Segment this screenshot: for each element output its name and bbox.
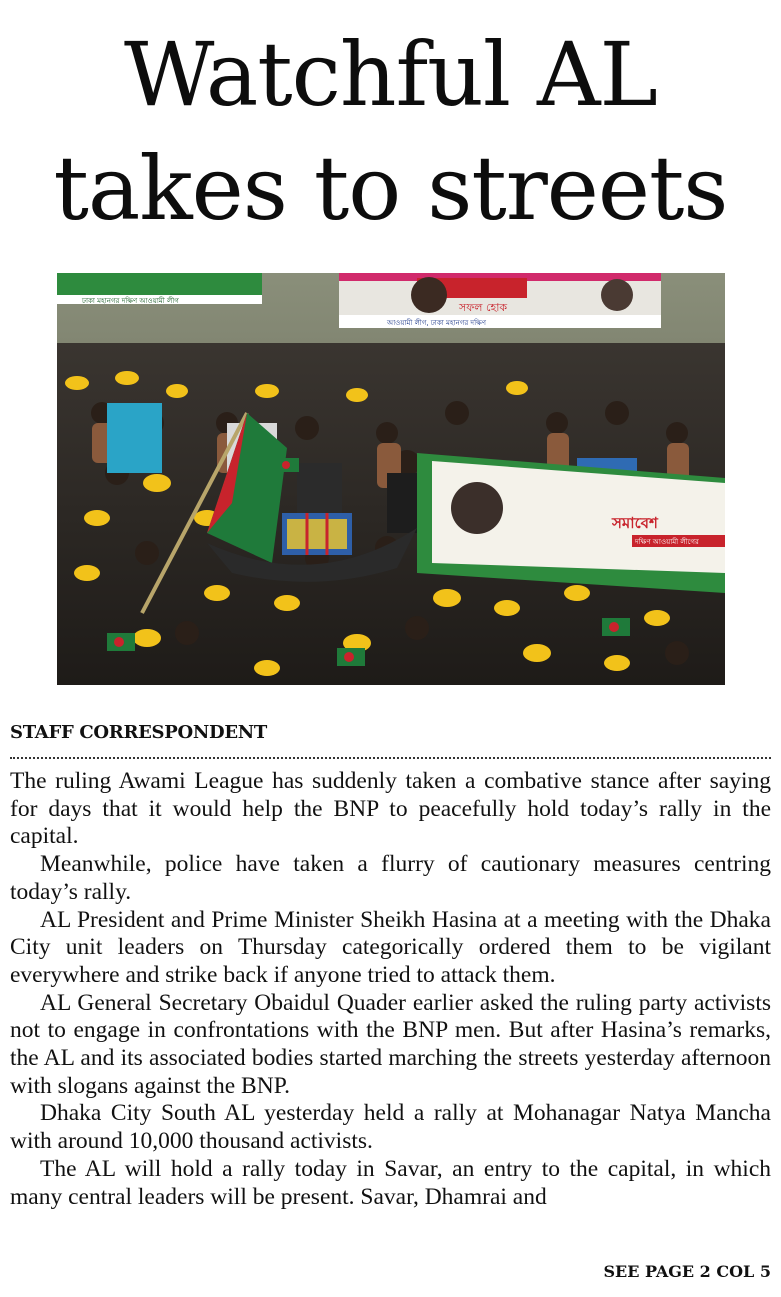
banner-top-text: সফল হোক xyxy=(459,301,508,314)
banner-right-sub: দক্ষিণ আওয়ামী লীগের xyxy=(635,538,699,546)
article-paragraph: The AL will hold a rally today in Savar, an entry to the capital, in which many central leaders will be present. Savar, Dhamrai and xyxy=(10,1155,771,1210)
byline: STAFF CORRESPONDENT xyxy=(10,722,267,743)
banner-top xyxy=(339,273,661,328)
article-paragraph: The ruling Awami League has suddenly taken a combative stance after saying for days that it would help the BNP to peacefully hold today’s rally in the capital. xyxy=(10,768,771,850)
banner-left-text: ঢাকা মহানগর দক্ষিণ আওয়ামী লীগ xyxy=(82,297,179,305)
article-body xyxy=(10,768,771,1211)
continued-on-page-link[interactable]: SEE PAGE 2 COL 5 xyxy=(603,1262,771,1281)
article-paragraph: Meanwhile, police have taken a flurry of cautionary measures centring today’s rally. xyxy=(10,851,771,905)
article-paragraph: AL General Secretary Obaidul Quader earlier asked the ruling party activists not to engage in confrontations with the BNP men. But after Hasina’s remarks, the AL and its associated bodies started marching the streets yesterday afternoon with slogans against the BNP. xyxy=(10,989,771,1099)
banner-top-sub: আওয়ামী লীগ, ঢাকা মহানগর দক্ষিণ xyxy=(387,319,487,327)
article-paragraph: Dhaka City South AL yesterday held a rally at Mohanagar Natya Mancha with around 10,000 thousand activists. xyxy=(10,1100,771,1155)
article-paragraph: AL President and Prime Minister Sheikh Hasina at a meeting with the Dhaka City unit leaders on Thursday categorically ordered them to be vigilant everywhere and strike back if anyone tried to attack them. xyxy=(10,906,771,988)
byline-divider xyxy=(10,757,771,759)
headline-line-2: takes to streets xyxy=(53,137,728,240)
banner-right-text: সমাবেশ xyxy=(612,514,658,532)
headline xyxy=(0,18,781,246)
rally-crowd-photo-icon xyxy=(57,273,725,685)
banner-left xyxy=(57,273,262,305)
headline-line-1: Watchful AL xyxy=(124,23,657,126)
news-photo xyxy=(57,273,725,685)
